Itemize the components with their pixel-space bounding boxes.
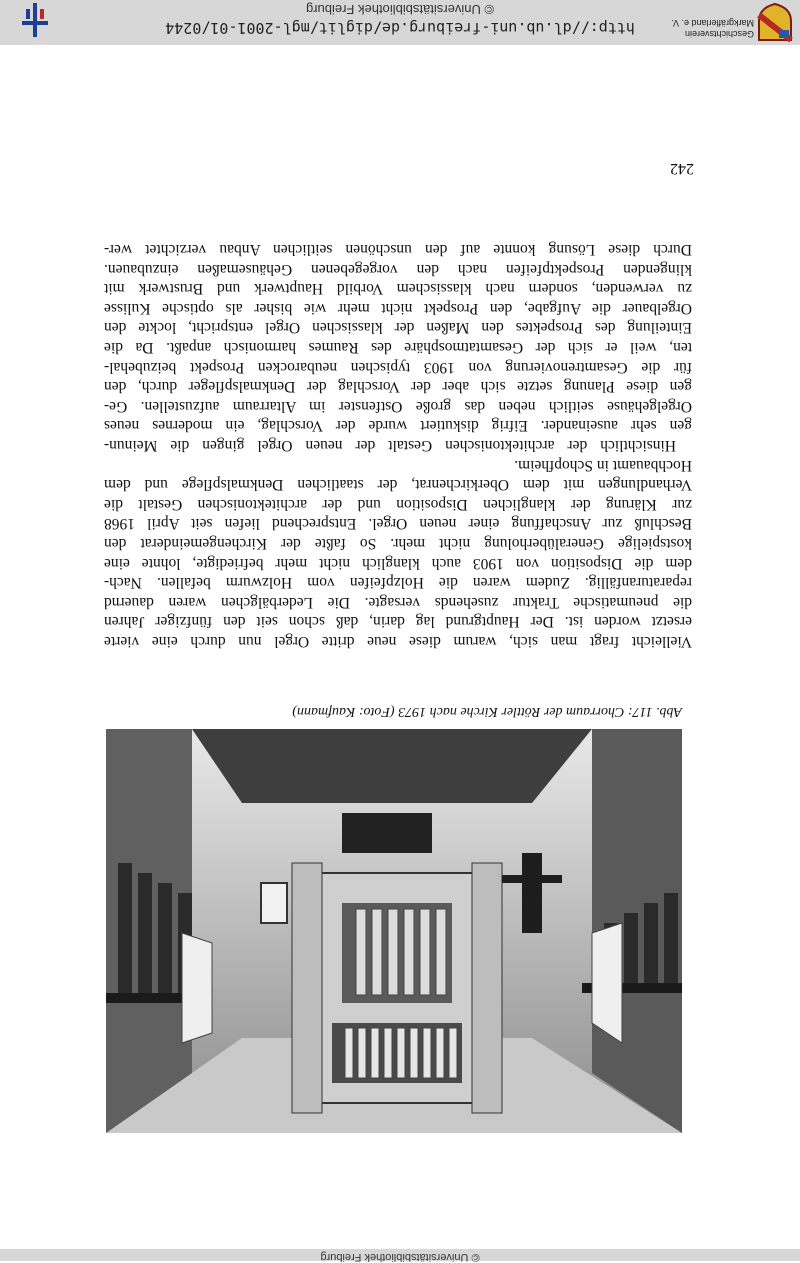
text-line: ersetzt worden ist. Der Hauptgrund lag darin, daß schon seit den fünfziger Jahren — [104, 613, 692, 631]
footer-url[interactable]: http://dl.ub.uni-freiburg.de/diglit/mgl-2001-01/0244 — [165, 19, 635, 37]
header-library: © Universitätsbibliothek Freiburg — [320, 1251, 480, 1263]
chancel-photo — [106, 729, 682, 1133]
figure-caption: Abb. 117: Chorraum der Röttler Kirche nach 1973 (Foto: Kaufmann) — [292, 704, 682, 719]
text-line: Hochbauamt in Schopfheim. — [514, 456, 692, 474]
society-crest-icon — [756, 3, 794, 43]
text-line: Einteilung des Prospektes den Maßen der klassischen Orgel entspricht, lockte den — [104, 319, 692, 337]
society-name: Geschichtsverein Markgräflerland e. V. — [671, 18, 754, 39]
text-line: gen diese Planung setzte sich aber der Vorschlag der Denkmalspfleger durch, den — [104, 378, 692, 396]
text-line: Orgelgehäuse seitlich neben das große Ostfenster im Altarraum aufzustellen. Ge- — [104, 397, 692, 415]
text-line: zu verwenden, sondern nach klassischem Vorbild Hauptwerk und Brustwerk mit — [104, 280, 692, 298]
text-line: Verhandlungen mit dem Oberkirchenrat, der staatlichen Denkmalspflege und dem — [104, 476, 692, 494]
library-logo-icon — [22, 3, 48, 37]
text-line: Durch diese Lösung konnte auf den unschönen seitlichen Anbau verzichtet wer- — [104, 241, 692, 259]
text-line: zur Klärung der klanglichen Disposition und der architektonischen Gestalt die — [104, 495, 692, 513]
text-line: reparaturanfällig. Zudem waren die Holzpfeifen vom Holzwurm befallen. Nach- — [104, 574, 692, 592]
body-text — [104, 240, 692, 651]
text-line: ten, weil er sich der Gesamtatmosphäre des Raumes harmonisch anpaßt. Da die — [104, 339, 692, 357]
text-line: dem die Disposition von 1903 auch klanglich nicht mehr befriedigte, lohnte eine — [104, 554, 692, 572]
text-line: gen sehr auseinander. Eifrig diskutiert wurde der Vorschlag, ein modernes neues — [104, 417, 692, 435]
text-line: Hinsichtlich der architektonischen Gestalt der neuen Orgel gingen die Meinun- — [104, 437, 676, 455]
text-line: klingenden Prospektpfeifen nach den vorgegebenen Gehäusemaßen einzubauen. — [104, 260, 692, 278]
footer-library: © Universitätsbibliothek Freiburg — [305, 2, 495, 17]
text-line: Beschluß zur Anschaffung einer neuen Orgel. Entsprechend liefen seit April 1968 — [104, 515, 692, 533]
text-line: Vielleicht fragt man sich, warum diese neue dritte Orgel nun durch eine vierte — [104, 633, 692, 650]
text-line: Orgelbauer die Aufgabe, den Prospekt nicht mehr wie bisher als optische Kulisse — [104, 299, 692, 317]
text-line: die pneumatische Traktur zusehends versagte. Die Lederbälgchen waren dauernd — [104, 593, 692, 611]
header-bar — [0, 1249, 800, 1261]
page-number: 242 — [670, 160, 694, 177]
text-line: kostspielige Generalüberholung nicht mehr. So faßte der Kirchengemeinderat den — [104, 535, 692, 553]
text-line: für die Gesamtrenovierung von 1903 typischen neubarocken Prospekt beizubehal- — [104, 358, 692, 376]
